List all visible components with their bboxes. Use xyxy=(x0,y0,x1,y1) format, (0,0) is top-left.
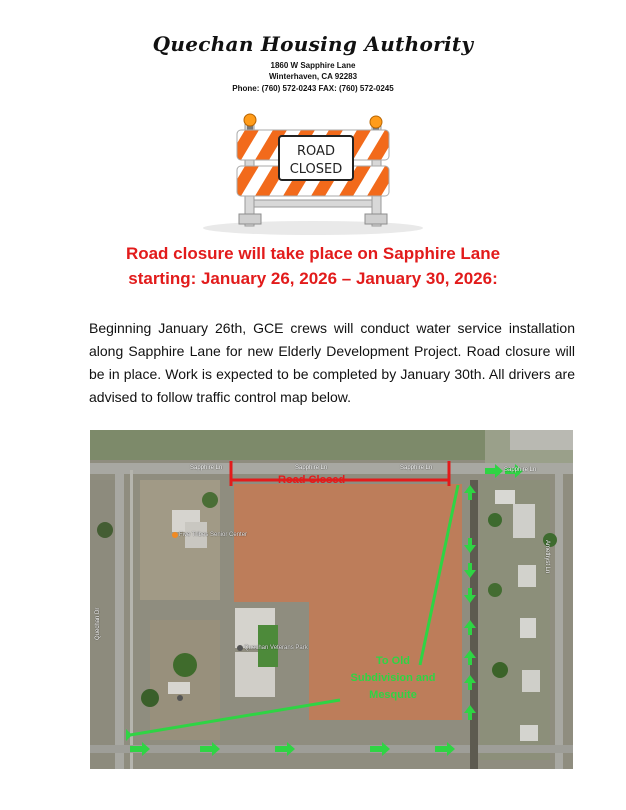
road-closed-barricade-image xyxy=(197,104,429,236)
street-label-sapphire-4: Sapphire Ln xyxy=(504,467,537,473)
headline-line-2: starting: January 26, 2026 – January 30, 2026: xyxy=(128,269,498,288)
city-line: Winterhaven, CA 92283 xyxy=(268,72,358,81)
street-label-amethyst: Amethyst Ln xyxy=(544,540,550,574)
street-label-sapphire-2: Sapphire Ln xyxy=(295,465,328,471)
headline-line-1: Road closure will take place on Sapphire Lane xyxy=(125,244,501,263)
poi-label-senior-center: Five Tribes Senior Center xyxy=(179,532,248,538)
sign-line-1: ROAD xyxy=(297,144,335,159)
street-label-quechan: Quechan Dr xyxy=(95,607,101,640)
street-label-sapphire-3: Sapphire Ln xyxy=(400,465,433,471)
road-closed-label: Road Closed xyxy=(278,474,346,486)
traffic-control-map xyxy=(90,430,573,769)
detour-label-line-1: To Old xyxy=(375,655,410,667)
phone-line: Phone: (760) 572-0243 FAX: (760) 572-0245 xyxy=(232,84,394,93)
street-label-sapphire-1: Sapphire Ln xyxy=(190,465,223,471)
detour-label xyxy=(328,653,458,704)
detour-label-line-2: Subdivision and xyxy=(350,672,436,684)
sign-line-2: CLOSED xyxy=(289,162,343,177)
address-line: 1860 W Sapphire Lane xyxy=(270,61,356,70)
poi-label-veterans-park: Quechan Veterans Park xyxy=(244,645,308,651)
org-name: Quechan Housing Authority xyxy=(152,32,474,56)
notice-body-text: Beginning January 26th, GCE crews will conduct water service installation along Sapphire Lane for new Elderly Development Project. Road closure will be in place. Work is expected to be completed by January 30th. All drivers are advised to follow traffic control map below. xyxy=(89,320,575,405)
detour-label-line-3: Mesquite xyxy=(369,689,417,701)
